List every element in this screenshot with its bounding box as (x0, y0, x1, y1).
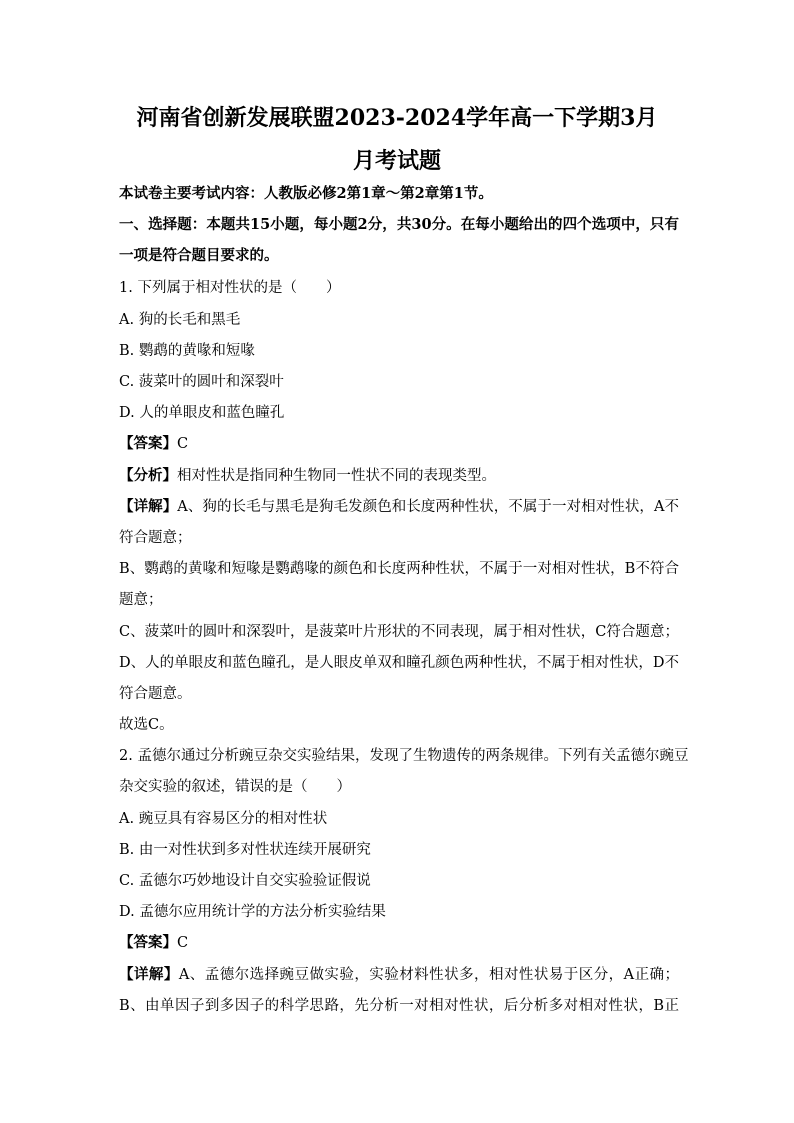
detail-tag: 【详解】 (119, 966, 179, 983)
page-title-line2: 月考试题 (352, 148, 441, 174)
question-1-detail-b-cont: 题意； (119, 592, 163, 608)
question-1-detail-b: B、鹦鹉的黄喙和短喙是鹦鹉喙的颜色和长度两种性状，不属于一对相对性状，B不符合 (119, 561, 679, 577)
question-2-detail-b: B、由单因子到多因子的科学思路，先分析一对相对性状，后分析多对相对性状，B正 (119, 998, 679, 1014)
question-1-detail-c: C、菠菜叶的圆叶和深裂叶，是菠菜叶片形状的不同表现，属于相对性状，C符合题意； (119, 624, 679, 640)
question-1-detail-a-cont: 符合题意； (119, 530, 192, 546)
question-2-option-c: C. 孟德尔巧妙地设计自交实验验证假说 (119, 873, 371, 889)
question-1-detail-d-cont: 符合题意。 (119, 686, 192, 702)
detail-a-text: A、孟德尔选择豌豆做实验，实验材料性状多，相对性状易于区分，A正确； (178, 967, 679, 983)
question-2-option-b: B. 由一对性状到多对性状连续开展研究 (119, 842, 371, 858)
question-1-option-d: D. 人的单眼皮和蓝色瞳孔 (119, 405, 285, 421)
question-2-stem-cont: 杂交实验的叙述，错误的是（ ） (119, 779, 351, 795)
detail-a-text: A、狗的长毛与黑毛是狗毛发颜色和长度两种性状，不属于一对相对性状，A不 (177, 499, 679, 515)
analysis-text: 相对性状是指同种生物同一性状不同的表现类型。 (177, 468, 496, 484)
question-1-option-a: A. 狗的长毛和黑毛 (119, 312, 241, 328)
section-instructions: 一、选择题：本题共15小题，每小题2分，共30分。在每小题给出的四个选项中，只有 (119, 216, 679, 233)
question-1-detail-a (119, 497, 679, 517)
answer-value: C (177, 935, 189, 951)
page-title: 河南省创新发展联盟2023-2024学年高一下学期3月 (136, 105, 658, 131)
question-1-detail-d: D、人的单眼皮和蓝色瞳孔，是人眼皮单双和瞳孔颜色两种性状，不属于相对性状，D不 (119, 655, 679, 671)
answer-value: C (177, 436, 189, 452)
question-1-stem: 1. 下列属于相对性状的是（ ） (119, 280, 341, 296)
question-2-answer (119, 933, 679, 953)
question-1-answer (119, 434, 679, 454)
exam-scope: 本试卷主要考试内容：人教版必修2第1章～第2章第1节。 (119, 185, 493, 202)
question-2-option-d: D. 孟德尔应用统计学的方法分析实验结果 (119, 904, 386, 920)
question-1-option-c: C. 菠菜叶的圆叶和深裂叶 (119, 374, 284, 390)
answer-tag: 【答案】 (119, 934, 177, 951)
question-1-option-b: B. 鹦鹉的黄喙和短喙 (119, 343, 255, 359)
answer-tag: 【答案】 (119, 435, 177, 452)
question-2-detail-a (119, 965, 679, 985)
question-2-stem: 2. 孟德尔通过分析豌豆杂交实验结果，发现了生物遗传的两条规律。下列有关孟德尔豌豆 (119, 748, 689, 764)
question-2-option-a: A. 豌豆具有容易区分的相对性状 (119, 811, 328, 827)
analysis-tag: 【分析】 (119, 467, 177, 484)
question-1-analysis (119, 466, 679, 486)
question-1-conclusion: 故选C。 (119, 717, 174, 733)
detail-tag: 【详解】 (119, 498, 178, 515)
section-instructions-cont: 一项是符合题目要求的。 (119, 247, 279, 264)
